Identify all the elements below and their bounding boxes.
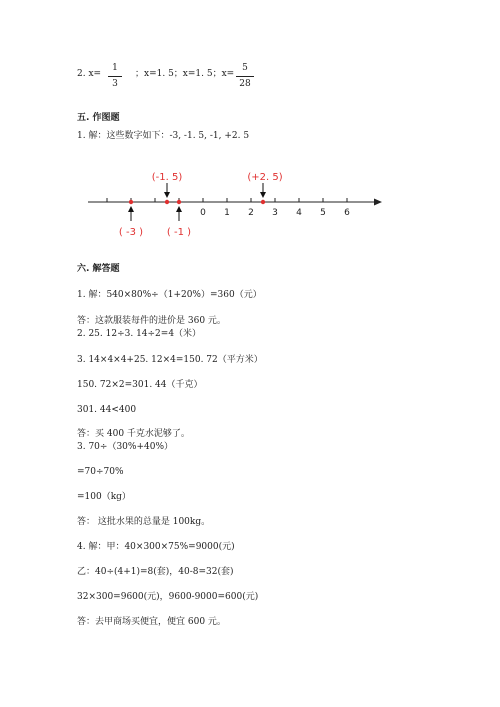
q2-middle: ；x=1. 5；x=1. 5；x= [135, 69, 235, 79]
point-neg3 [129, 200, 133, 204]
answer-line: 150. 72×2=301. 44（千克） [77, 380, 203, 390]
point-neg1 [177, 200, 181, 204]
answer-line: 2. 25. 12÷3. 14÷2=4（米） [77, 329, 202, 339]
q2-prefix: 2. x= [77, 69, 102, 79]
tick-label-5: 5 [320, 208, 326, 218]
tick-label-6: 6 [344, 208, 350, 218]
label-pos2-5: (+2. 5) [247, 172, 283, 183]
point-neg1-5 [165, 200, 169, 204]
tick-label-4: 4 [296, 208, 302, 218]
answer-line: 1. 解：540×80%÷（1+20%）=360（元） [77, 290, 262, 300]
point-pos2-5 [261, 200, 265, 204]
tick-label-0: 0 [200, 208, 206, 218]
answer-line: 32×300=9600(元)，9600-9000=600(元) [77, 592, 259, 602]
answer-line: 3. 14×4×4+25. 12×4=150. 72（平方米） [77, 355, 263, 365]
tick-label-2: 2 [248, 208, 254, 218]
answer-line: 301. 44<400 [77, 405, 137, 415]
number-line-figure [0, 163, 500, 253]
answer-line: 4. 解：甲：40×300×75%=9000(元) [77, 542, 235, 552]
label-neg3: ( -3 ) [118, 227, 144, 238]
arrow-up-icon [128, 206, 134, 212]
arrow-up-icon [176, 206, 182, 212]
fraction-bar [236, 76, 254, 77]
answer-line: 答：去甲商场买便宜，便宜 600 元。 [77, 617, 226, 627]
arrow-down-icon [164, 192, 170, 198]
label-neg1: ( -1 ) [166, 227, 192, 238]
section-six-heading: 六. 解答题 [77, 264, 120, 274]
fraction-numerator: 1 [112, 63, 118, 73]
fraction-numerator: 5 [242, 63, 248, 73]
answer-line: 乙：40÷(4+1)=8(套)，40-8=32(套) [77, 567, 234, 577]
axis-arrowhead [374, 199, 382, 206]
answer-line: 3. 70÷（30%+40%） [77, 442, 173, 452]
tick-label-1: 1 [224, 208, 230, 218]
label-neg1-5: (-1. 5) [151, 172, 183, 183]
fraction-one-third [108, 63, 122, 90]
answer-line: =70÷70% [77, 467, 124, 477]
axis-ticks [107, 198, 347, 202]
answer-line: 答：买 400 千克水泥够了。 [77, 429, 190, 439]
tick-label-3: 3 [272, 208, 278, 218]
answer-line: =100（kg） [77, 492, 131, 502]
fraction-denominator: 28 [239, 79, 251, 89]
section-five-heading: 五. 作图题 [77, 113, 120, 123]
fraction-denominator: 3 [112, 79, 118, 89]
arrow-down-icon [260, 192, 266, 198]
answer-line: 答：这款服装每件的进价是 360 元。 [77, 316, 226, 326]
fraction-five-28 [236, 63, 254, 90]
answer-line: 答： 这批水果的总量是 100kg。 [77, 517, 211, 527]
fraction-bar [108, 76, 122, 77]
section-five-answer: 1. 解：这些数字如下：-3, -1. 5, -1, +2. 5 [77, 131, 250, 141]
